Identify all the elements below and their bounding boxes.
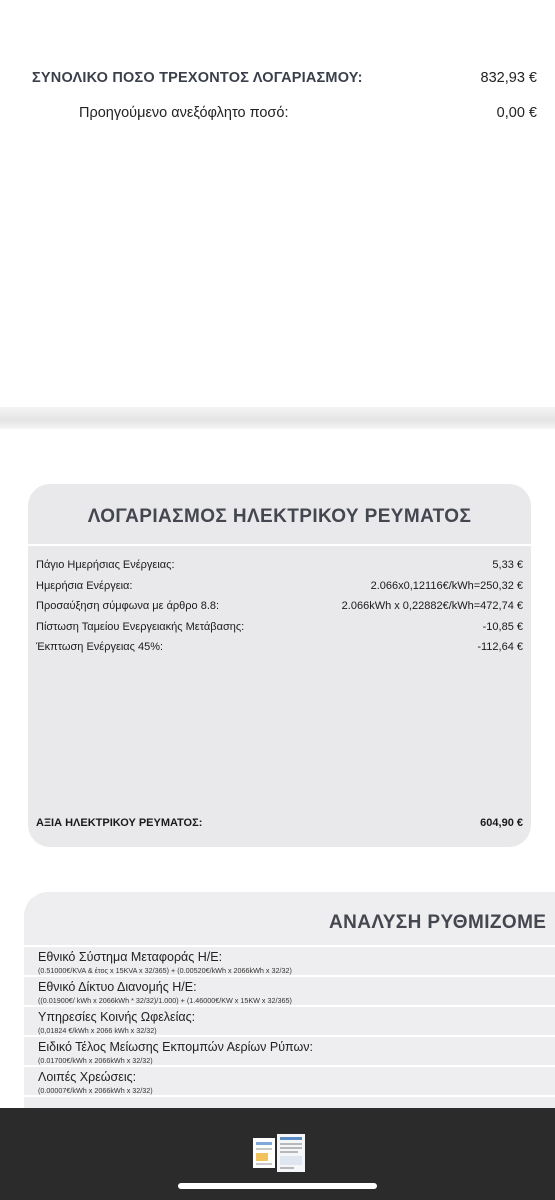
electricity-total-label: ΑΞΙΑ ΗΛΕΚΤΡΙΚΟΥ ΡΕΥΜΑΤΟΣ: — [36, 817, 203, 829]
regulated-charge-title: Ειδικό Τέλος Μείωσης Εκπομπών Αερίων Ρύπων: — [38, 1040, 313, 1054]
regulated-charge-title: Υπηρεσίες Κοινής Ωφελείας: — [38, 1010, 196, 1024]
regulated-charge-item — [24, 947, 555, 977]
charge-line — [36, 576, 523, 597]
page-divider — [0, 407, 555, 429]
total-amount-row — [32, 70, 537, 86]
electricity-charges-card — [28, 484, 531, 847]
regulated-card-title: ΑΝΑΛΥΣΗ ΡΥΘΜΙΖΟΜΕ — [329, 912, 547, 933]
regulated-charge-title: Εθνικό Σύστημα Μεταφοράς Η/Ε: — [38, 950, 223, 964]
charge-line-label: Προσαύξηση σύμφωνα με άρθρο 8.8: — [36, 600, 220, 612]
regulated-charge-item — [24, 977, 555, 1007]
electricity-charge-lines — [36, 555, 523, 658]
charge-line-value: 5,33 € — [492, 559, 523, 571]
regulated-charge-title: Λοιπές Χρεώσεις: — [38, 1070, 137, 1084]
charge-line-value: 2.066kWh x 0,22882€/kWh=472,74 € — [341, 600, 523, 612]
regulated-charge-item — [24, 1067, 555, 1097]
regulated-charge-formula: (0,01824 €/kWh x 2066 kWh x 32/32) — [38, 1025, 157, 1035]
charge-line — [36, 555, 523, 576]
regulated-charge-formula: (0.51000€/KVA & έτος x 15KVA x 32/365) + (0.00520€/kWh x 2066kWh x 32/32) — [38, 965, 292, 975]
total-amount-label: ΣΥΝΟΛΙΚΟ ΠΟΣΟ ΤΡΕΧΟΝΤΟΣ ΛΟΓΑΡΙΑΣΜΟΥ: — [32, 70, 363, 86]
electricity-total-value: 604,90 € — [480, 817, 523, 829]
charge-line — [36, 596, 523, 617]
charge-line — [36, 617, 523, 638]
regulated-charge-list — [24, 947, 555, 1097]
home-indicator[interactable] — [178, 1183, 377, 1189]
document-thumbnail-icon[interactable] — [253, 1134, 305, 1174]
charge-line-value: -10,85 € — [482, 620, 523, 633]
regulated-charges-card — [24, 892, 555, 1122]
charge-line-label: Πάγιο Ημερήσιας Ενέργειας: — [36, 559, 175, 571]
regulated-charge-item — [24, 1037, 555, 1067]
regulated-charge-formula: (0.01700€/kWh x 2066kWh x 32/32) — [38, 1055, 153, 1065]
regulated-charge-formula: (0.00007€/kWh x 2066kWh x 32/32) — [38, 1085, 153, 1095]
previous-balance-value: 0,00 € — [496, 105, 537, 121]
charge-line-label: Ημερήσια Ενέργεια: — [36, 579, 133, 592]
regulated-charge-formula: ((0.01900€/ kWh x 2066kWh * 32/32)/1.000) + (1.46000€/KW x 15KW x 32/365) — [38, 995, 292, 1005]
electricity-card-title: ΛΟΓΑΡΙΑΣΜΟΣ ΗΛΕΚΤΡΙΚΟΥ ΡΕΥΜΑΤΟΣ — [87, 506, 472, 527]
electricity-total-row — [36, 817, 523, 829]
card-separator — [28, 544, 531, 546]
total-amount-value: 832,93 € — [480, 70, 537, 86]
charge-line-label: Πίστωση Ταμείου Ενεργειακής Μετάβασης: — [36, 620, 245, 633]
bill-summary — [0, 0, 555, 410]
charge-line-label: Έκπτωση Ενέργειας 45%: — [36, 641, 164, 653]
charge-line-value: -112,64 € — [477, 641, 523, 653]
regulated-charge-item — [24, 1007, 555, 1037]
previous-balance-row — [79, 105, 537, 121]
regulated-charge-title: Εθνικό Δίκτυο Διανομής Η/Ε: — [38, 980, 197, 994]
charge-line-value: 2.066x0,12116€/kWh=250,32 € — [370, 579, 523, 592]
bottom-toolbar — [0, 1108, 555, 1200]
previous-balance-label: Προηγούμενο ανεξόφλητο ποσό: — [79, 105, 289, 121]
charge-line — [36, 637, 523, 658]
